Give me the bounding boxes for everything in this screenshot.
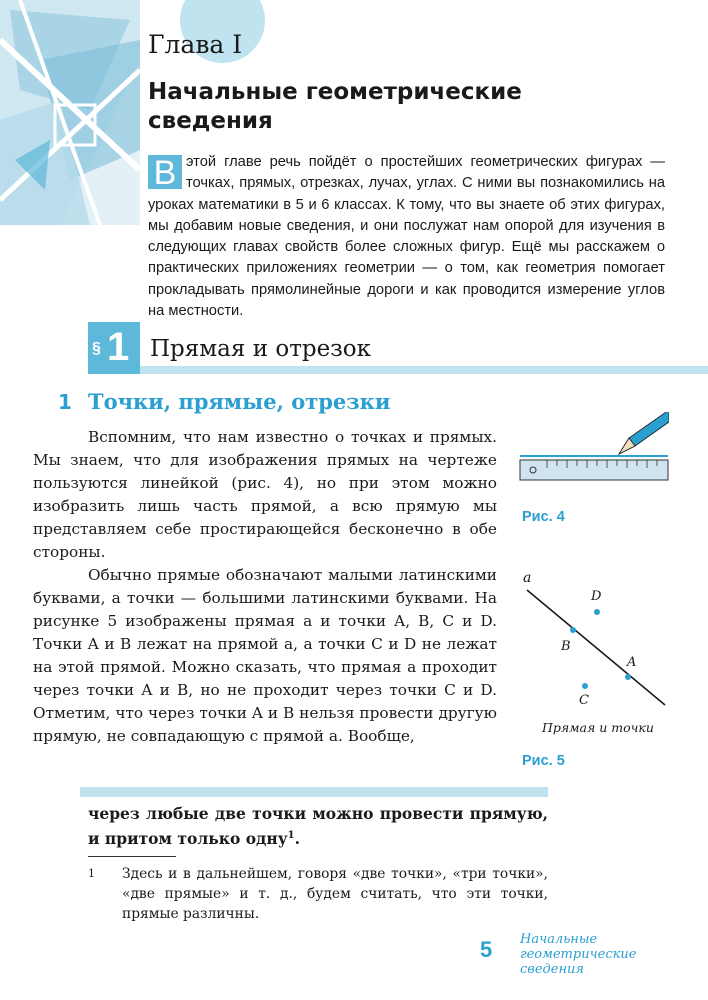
paragraph-text: Обычно прямые обозначают малыми латинскими буквами, а точки — большими латинскими буквами. На рисунке 5 изображены прямая a и точки A, B, C и D. Точки A и B лежат на прямой a, а точки C и D не лежат на этой прямой. Можно сказать, что прямая a проходит через точки A и B, но не проходит через точки C и D. Отметим, что через точки A и B нельзя провести другую прямую, не совпадающую с прямой a. Вообще, (33, 566, 497, 745)
body-paragraph-2 (33, 564, 497, 748)
figure-5-caption: Рис. 5 (522, 753, 565, 769)
chapter-title (148, 78, 568, 136)
running-title-line3: сведения (520, 962, 585, 977)
body-paragraph-1 (33, 426, 497, 564)
point-d-label: D (591, 589, 602, 604)
footnote-mark: 1 (88, 867, 95, 880)
paragraph-text: Вспомним, что нам известно о точках и прямых. Мы знаем, что для изображения прямых на чертеже пользуются линейкой (рис. 4), но при этом можно изобразить лишь часть прямой, а всю прямую мы представляем себе простирающейся бесконечно в обе стороны. (33, 428, 497, 561)
figure-4 (519, 412, 669, 482)
footnote-divider (88, 856, 176, 857)
running-title (520, 932, 636, 977)
chapter-label: Глава I (148, 30, 243, 59)
figure-4-caption: Рис. 4 (522, 509, 565, 525)
point-b (570, 627, 576, 633)
line-a (527, 590, 665, 705)
footnote-text: Здесь и в дальнейшем, говоря «две точки», «три точки», «две прямые» и т. д., будем считать, что эти точки, прямые различны. (122, 866, 548, 922)
chapter-intro (148, 152, 665, 322)
line-a-label: a (523, 570, 532, 586)
figure-5-subtitle: Прямая и точки (542, 720, 654, 735)
chapter-title-line1: Начальные геометрические (148, 79, 522, 105)
subsection-title: Точки, прямые, отрезки (88, 389, 391, 414)
intro-dropcap: В (148, 155, 182, 189)
footnote-reference: 1 (287, 830, 295, 841)
section-symbol: § (92, 340, 101, 357)
section-title: Прямая и отрезок (150, 336, 372, 362)
chapter-decoration (0, 0, 140, 225)
ruler-pencil-illustration (519, 412, 669, 482)
point-a (625, 674, 631, 680)
subsection-number: 1 (58, 390, 72, 414)
running-title-line2: геометрические (520, 947, 637, 962)
chapter-title-line2: сведения (148, 108, 273, 134)
rule-statement: через любые две точки можно провести прямую, и притом только одну$^1$. (88, 804, 548, 849)
page-number: 5 (480, 937, 493, 962)
point-c-label: C (579, 693, 589, 708)
figure-5 (515, 568, 675, 718)
point-a-label: A (627, 655, 637, 670)
rule-highlight-bar (80, 787, 548, 797)
point-c (582, 683, 588, 689)
footnote (88, 864, 548, 924)
rule-text: через любые две точки можно провести прямую, и притом только одну (88, 804, 548, 849)
section-number: 1 (107, 325, 130, 369)
section-title-bar (140, 366, 708, 374)
point-d (594, 609, 600, 615)
running-title-line1: Начальные (520, 932, 598, 947)
intro-text: этой главе речь пойдёт о простейших геометрических фигурах — точках, прямых, отрезках, лучах, углах. С ними вы познакомились на уроках математики в 5 и 6 классах. К тому, что вы знаете об этих фигурах, мы добавим новые сведения, и они послужат нам опорой для изучения в следующих главах свойств более сложных фигур. Ещё мы расскажем о практических приложениях геометрии — о том, как геометрия помогает прокладывать прямолинейные дороги и как проводится измерение углов на местности. (148, 154, 665, 320)
section-number-box (88, 322, 140, 374)
point-b-label: B (561, 639, 571, 654)
